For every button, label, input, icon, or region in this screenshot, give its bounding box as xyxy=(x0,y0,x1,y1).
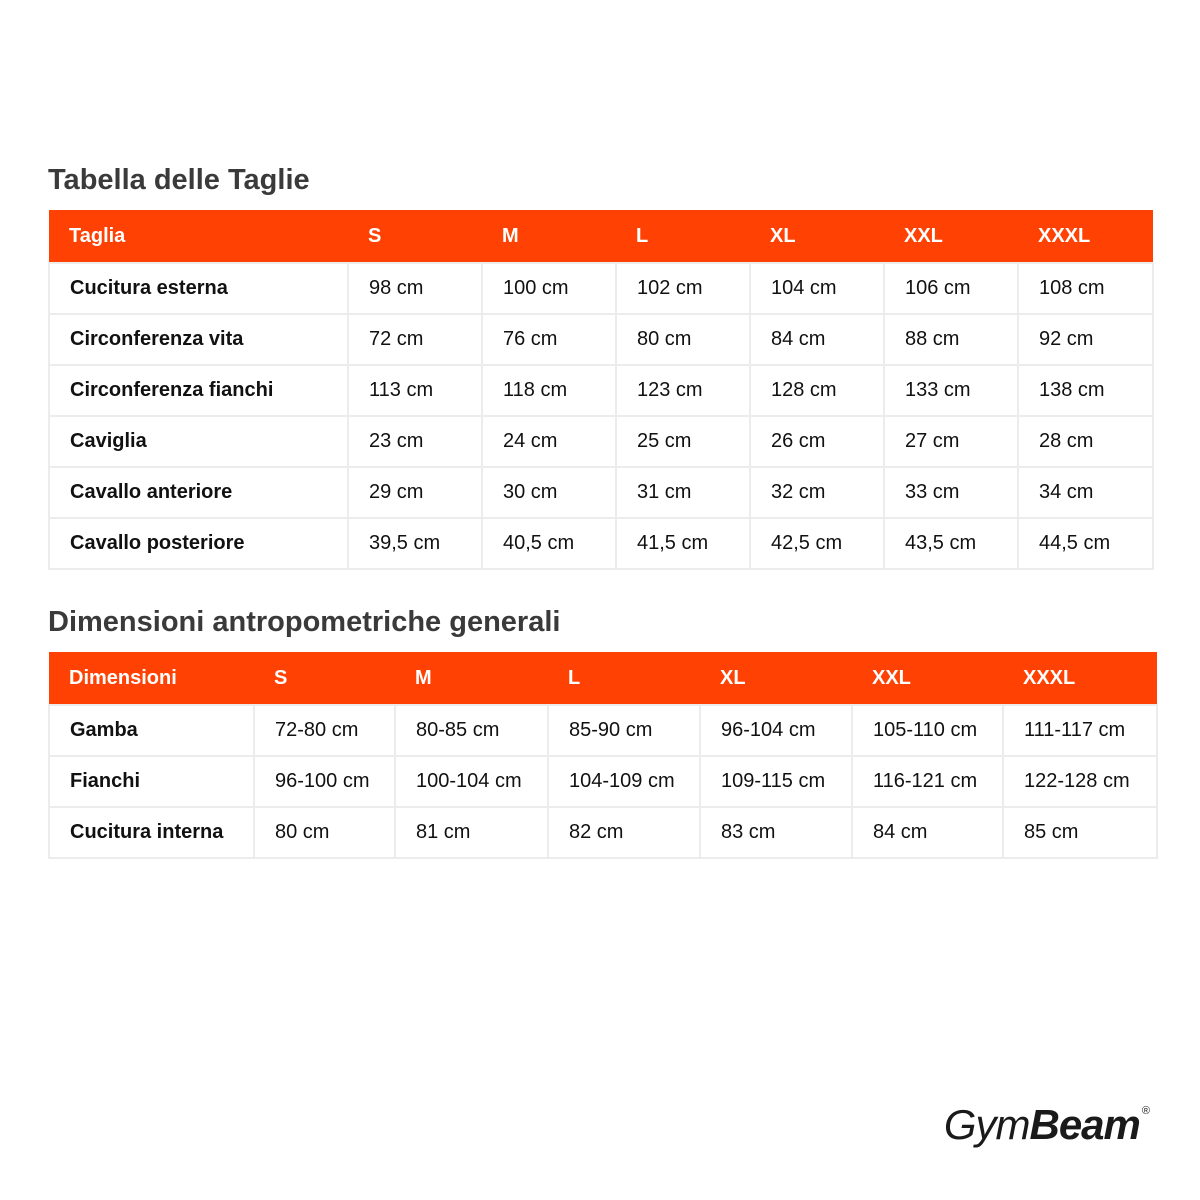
column-header-l: L xyxy=(616,210,750,263)
column-header-xl: XL xyxy=(700,652,852,705)
row-label: Fianchi xyxy=(49,756,254,807)
column-header-m: M xyxy=(395,652,548,705)
row-label: Circonferenza fianchi xyxy=(49,365,348,416)
table-cell: 83 cm xyxy=(700,807,852,858)
table-cell: 29 cm xyxy=(348,467,482,518)
table-cell: 118 cm xyxy=(482,365,616,416)
table-cell: 72 cm xyxy=(348,314,482,365)
table-cell: 84 cm xyxy=(852,807,1003,858)
table-row xyxy=(49,756,1157,807)
table-cell: 96-104 cm xyxy=(700,705,852,756)
table-row xyxy=(49,365,1153,416)
table-row xyxy=(49,314,1153,365)
table-cell: 80-85 cm xyxy=(395,705,548,756)
table-cell: 84 cm xyxy=(750,314,884,365)
table-cell: 104-109 cm xyxy=(548,756,700,807)
table-cell: 81 cm xyxy=(395,807,548,858)
table-cell: 28 cm xyxy=(1018,416,1153,467)
table-cell: 102 cm xyxy=(616,263,750,314)
anthropometric-table xyxy=(48,652,1158,859)
table-cell: 23 cm xyxy=(348,416,482,467)
table-header-row xyxy=(49,652,1157,705)
table-cell: 82 cm xyxy=(548,807,700,858)
column-header-xxxl: XXXL xyxy=(1018,210,1153,263)
column-header-xxl: XXL xyxy=(852,652,1003,705)
column-header-s: S xyxy=(254,652,395,705)
table-cell: 111-117 cm xyxy=(1003,705,1157,756)
size-table xyxy=(48,210,1154,570)
column-header-dimensions: Dimensioni xyxy=(49,652,254,705)
column-header-s: S xyxy=(348,210,482,263)
table-row xyxy=(49,518,1153,569)
table-cell: 30 cm xyxy=(482,467,616,518)
size-table-title: Tabella delle Taglie xyxy=(48,164,310,196)
table-cell: 24 cm xyxy=(482,416,616,467)
row-label: Cavallo anteriore xyxy=(49,467,348,518)
row-label: Circonferenza vita xyxy=(49,314,348,365)
table-cell: 32 cm xyxy=(750,467,884,518)
table-cell: 44,5 cm xyxy=(1018,518,1153,569)
column-header-xxl: XXL xyxy=(884,210,1018,263)
table-cell: 105-110 cm xyxy=(852,705,1003,756)
table-header-row xyxy=(49,210,1153,263)
anthropometric-table-title: Dimensioni antropometriche generali xyxy=(48,606,561,638)
table-cell: 39,5 cm xyxy=(348,518,482,569)
table-row xyxy=(49,416,1153,467)
table-cell: 109-115 cm xyxy=(700,756,852,807)
table-cell: 27 cm xyxy=(884,416,1018,467)
table-row xyxy=(49,807,1157,858)
table-cell: 116-121 cm xyxy=(852,756,1003,807)
table-cell: 85-90 cm xyxy=(548,705,700,756)
table-cell: 26 cm xyxy=(750,416,884,467)
table-cell: 92 cm xyxy=(1018,314,1153,365)
column-header-xxxl: XXXL xyxy=(1003,652,1157,705)
table-cell: 106 cm xyxy=(884,263,1018,314)
registered-mark: ® xyxy=(1141,1105,1150,1117)
table-cell: 85 cm xyxy=(1003,807,1157,858)
table-cell: 108 cm xyxy=(1018,263,1153,314)
table-cell: 31 cm xyxy=(616,467,750,518)
row-label: Cucitura interna xyxy=(49,807,254,858)
table-cell: 80 cm xyxy=(616,314,750,365)
table-cell: 100 cm xyxy=(482,263,616,314)
table-cell: 41,5 cm xyxy=(616,518,750,569)
table-cell: 133 cm xyxy=(884,365,1018,416)
table-cell: 138 cm xyxy=(1018,365,1153,416)
column-header-l: L xyxy=(548,652,700,705)
row-label: Cavallo posteriore xyxy=(49,518,348,569)
table-cell: 96-100 cm xyxy=(254,756,395,807)
column-header-size: Taglia xyxy=(49,210,348,263)
table-cell: 104 cm xyxy=(750,263,884,314)
table-row xyxy=(49,705,1157,756)
table-row xyxy=(49,467,1153,518)
table-row xyxy=(49,263,1153,314)
logo-text-beam: Beam xyxy=(1029,1101,1140,1148)
table-cell: 34 cm xyxy=(1018,467,1153,518)
gymbeam-logo xyxy=(943,1101,1150,1148)
row-label: Gamba xyxy=(49,705,254,756)
table-cell: 72-80 cm xyxy=(254,705,395,756)
logo-text-gym: Gym xyxy=(943,1101,1030,1148)
table-cell: 42,5 cm xyxy=(750,518,884,569)
table-cell: 123 cm xyxy=(616,365,750,416)
column-header-xl: XL xyxy=(750,210,884,263)
table-cell: 76 cm xyxy=(482,314,616,365)
table-cell: 88 cm xyxy=(884,314,1018,365)
table-cell: 122-128 cm xyxy=(1003,756,1157,807)
row-label: Caviglia xyxy=(49,416,348,467)
table-cell: 33 cm xyxy=(884,467,1018,518)
table-cell: 113 cm xyxy=(348,365,482,416)
table-cell: 40,5 cm xyxy=(482,518,616,569)
table-cell: 25 cm xyxy=(616,416,750,467)
table-cell: 80 cm xyxy=(254,807,395,858)
column-header-m: M xyxy=(482,210,616,263)
table-cell: 100-104 cm xyxy=(395,756,548,807)
table-cell: 128 cm xyxy=(750,365,884,416)
row-label: Cucitura esterna xyxy=(49,263,348,314)
table-cell: 98 cm xyxy=(348,263,482,314)
table-cell: 43,5 cm xyxy=(884,518,1018,569)
